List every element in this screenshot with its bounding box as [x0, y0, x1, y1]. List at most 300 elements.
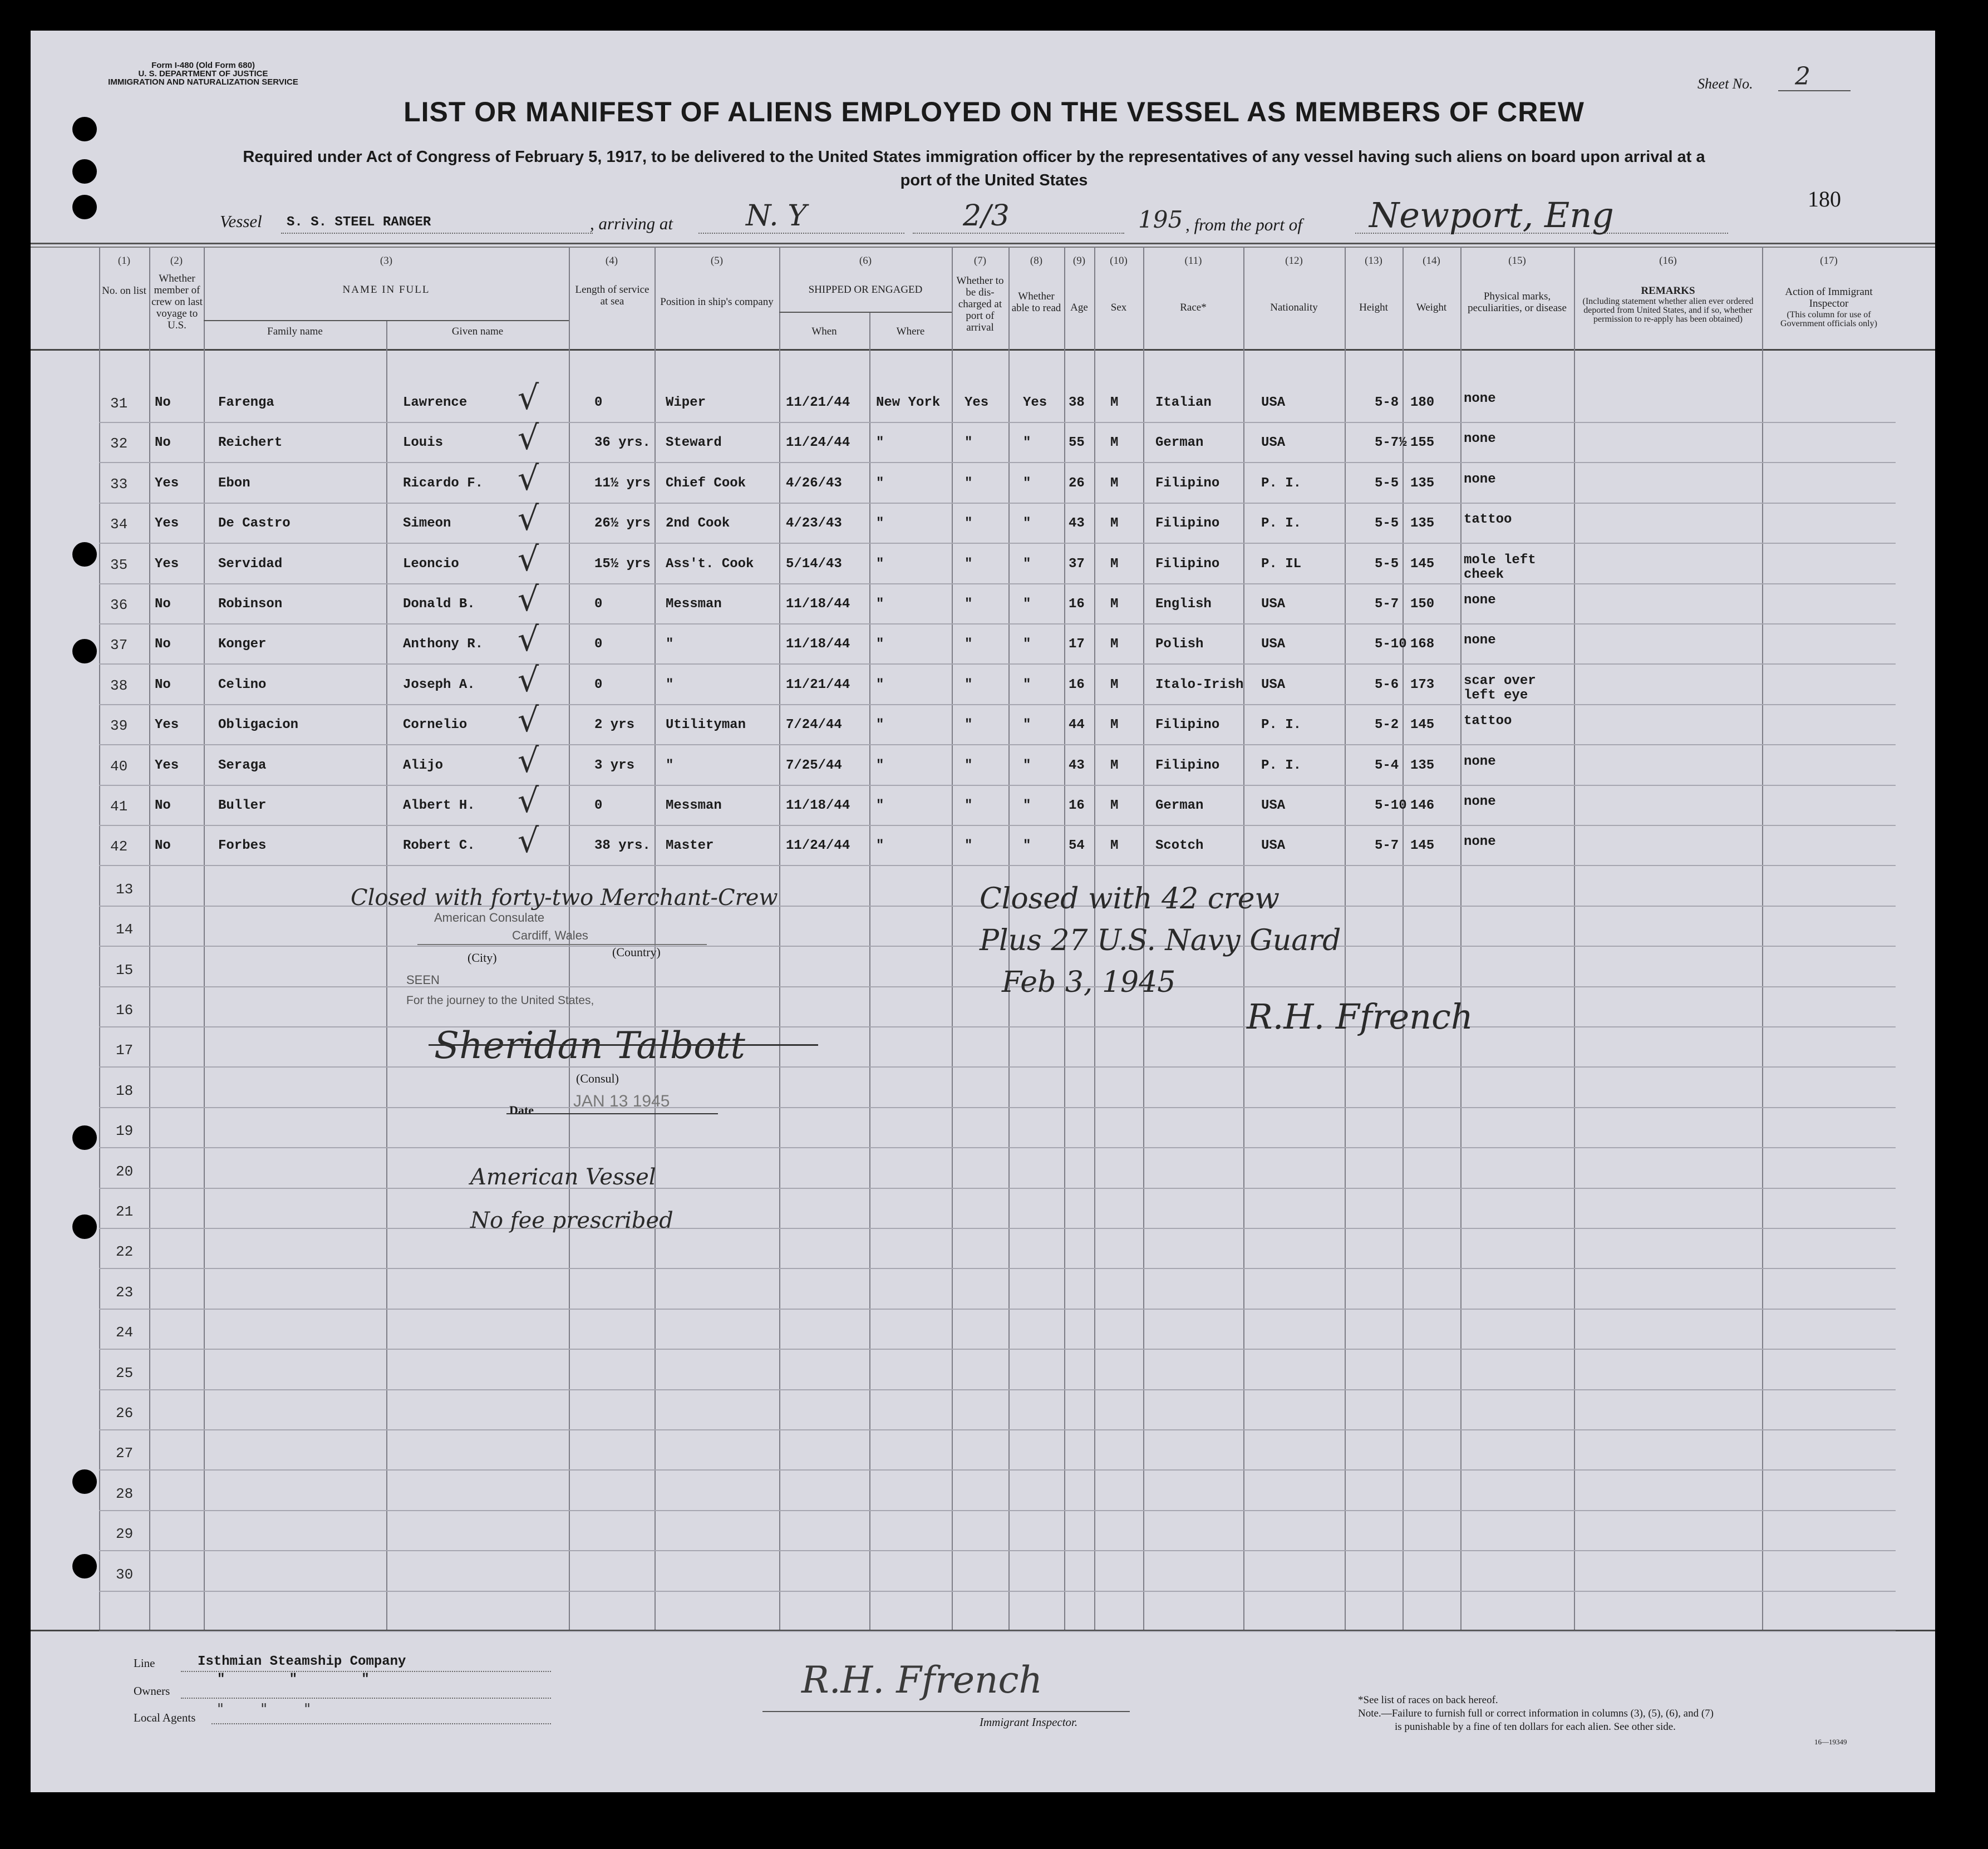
sheet-label: Sheet No. — [1697, 76, 1753, 92]
row-rule — [99, 1469, 1896, 1471]
cell-read: " — [1023, 677, 1031, 692]
cell-family: Farenga — [218, 395, 274, 410]
arriving-place: N. Y — [746, 199, 807, 233]
cell-when: 4/23/43 — [786, 516, 842, 532]
cell-no: 40 — [110, 758, 128, 775]
cell-weight: 168 — [1410, 637, 1435, 652]
col-number: (11) — [1184, 255, 1202, 267]
col-header-race: Race* — [1180, 302, 1207, 313]
cell-sex: M — [1110, 717, 1119, 733]
date-underline — [913, 233, 1124, 234]
cell-read: " — [1023, 516, 1031, 532]
row-number: 22 — [116, 1243, 134, 1261]
col-number: (4) — [605, 255, 618, 267]
row-rule — [99, 1026, 1896, 1027]
punch-hole — [72, 1469, 97, 1494]
row-number: 19 — [116, 1123, 134, 1140]
cell-marks: none — [1464, 391, 1496, 406]
row-rule — [99, 1429, 1896, 1430]
cell-race: Filipino — [1155, 475, 1220, 491]
inspector-initials: R.H. Ffrench — [1247, 996, 1473, 1037]
cell-discharged: " — [965, 435, 973, 451]
from-port-value: Newport, Eng — [1369, 195, 1614, 235]
inspector-signature-line — [762, 1711, 1130, 1712]
arriving-date: 2/3 — [963, 199, 1010, 233]
cell-height: 5-5 — [1375, 475, 1399, 491]
cell-nationality: P. I. — [1261, 717, 1302, 733]
cell-given: Louis — [403, 435, 444, 451]
table-row — [0, 378, 1988, 429]
sheet-underline — [1778, 90, 1851, 91]
col-header-age: Age — [1070, 302, 1088, 313]
cell-race: English — [1155, 597, 1212, 612]
form-code: 16—19349 — [1814, 1738, 1847, 1746]
cell-nationality: P. IL — [1261, 556, 1302, 572]
cell-height: 5-10 — [1375, 798, 1407, 813]
col-number: (1) — [117, 255, 131, 267]
form-id — [97, 61, 309, 86]
header-bottom-rule — [31, 349, 1935, 351]
cell-given: Donald B. — [403, 597, 475, 612]
city-underline — [417, 944, 707, 945]
cell-read: " — [1023, 798, 1031, 813]
cell-given: Simeon — [403, 516, 451, 532]
cell-nationality: USA — [1261, 838, 1286, 854]
owners-underline — [181, 1698, 551, 1699]
inspector-label: Immigrant Inspector. — [980, 1715, 1078, 1729]
row-rule — [99, 1591, 1896, 1592]
cell-when: 7/24/44 — [786, 717, 842, 733]
cell-position: Utilityman — [666, 717, 746, 733]
cell-where: " — [876, 556, 884, 572]
cell-family: Obligacion — [218, 717, 299, 733]
cell-no: 39 — [110, 717, 128, 735]
shipped-subhead-rule — [779, 312, 952, 313]
arriving-underline — [698, 233, 904, 234]
cell-service: 0 — [594, 677, 603, 692]
cell-position: " — [666, 677, 674, 692]
cell-no: 37 — [110, 637, 128, 654]
check-mark-icon: √ — [518, 620, 539, 660]
table-row — [0, 499, 1988, 549]
col-number: (16) — [1659, 255, 1677, 267]
cell-read: " — [1023, 597, 1031, 612]
cell-marks: none — [1464, 471, 1496, 487]
vessel-note: American Vessel — [470, 1164, 656, 1190]
cell-prev: Yes — [155, 556, 179, 572]
cell-service: 3 yrs — [594, 758, 635, 773]
cell-weight: 150 — [1410, 597, 1435, 612]
cell-nationality: USA — [1261, 435, 1286, 451]
col-header-service: Length of service at sea — [575, 284, 649, 307]
table-row — [0, 580, 1988, 630]
cell-family: Ebon — [218, 475, 250, 491]
cell-discharged: " — [965, 556, 973, 572]
cell-sex: M — [1110, 758, 1119, 773]
row-number: 18 — [116, 1082, 134, 1099]
col-number: (17) — [1820, 255, 1838, 267]
cell-given: Joseph A. — [403, 677, 475, 692]
sheet-number: 2 — [1795, 62, 1810, 91]
cell-race: Filipino — [1155, 717, 1220, 733]
date-label: Date — [509, 1103, 534, 1117]
cell-when: 11/18/44 — [786, 637, 850, 652]
cell-age: 44 — [1069, 717, 1085, 733]
cell-age: 16 — [1069, 677, 1085, 692]
cell-marks: none — [1464, 593, 1496, 608]
cell-read: Yes — [1023, 395, 1047, 410]
cell-weight: 145 — [1410, 717, 1435, 733]
cell-given: Ricardo F. — [403, 475, 484, 491]
cell-service: 2 yrs — [594, 717, 635, 733]
cell-sex: M — [1110, 395, 1119, 410]
cell-service: 0 — [594, 637, 603, 652]
row-number: 16 — [116, 1002, 134, 1019]
cell-family: Konger — [218, 637, 267, 652]
cell-read: " — [1023, 758, 1031, 773]
cell-no: 38 — [110, 677, 128, 694]
arriving-year: 195 — [1138, 206, 1183, 233]
cell-family: Forbes — [218, 838, 267, 854]
cell-no: 33 — [110, 475, 128, 493]
cell-given: Anthony R. — [403, 637, 484, 652]
cell-service: 26½ yrs — [594, 516, 651, 532]
table-row — [0, 620, 1988, 670]
cell-nationality: P. I. — [1261, 516, 1302, 532]
inspector-note-date: Feb 3, 1945 — [1002, 966, 1176, 999]
cell-weight: 135 — [1410, 475, 1435, 491]
check-mark-icon: √ — [518, 781, 539, 820]
cell-given: Albert H. — [403, 798, 475, 813]
cell-read: " — [1023, 838, 1031, 854]
col-header-read: Whether able to read — [1011, 291, 1061, 314]
cell-marks: none — [1464, 794, 1496, 809]
cell-sex: M — [1110, 798, 1119, 813]
cell-age: 26 — [1069, 475, 1085, 491]
inspector-note-line: Plus 27 U.S. Navy Guard — [980, 924, 1341, 957]
seen-stamp: SEEN — [406, 973, 440, 987]
col-number: (12) — [1285, 255, 1303, 267]
cell-given: Leoncio — [403, 556, 459, 572]
journey-stamp: For the journey to the United States, — [406, 994, 594, 1007]
cell-position: Messman — [666, 597, 722, 612]
cell-service: 11½ yrs — [594, 475, 651, 491]
cell-discharged: Yes — [965, 395, 989, 410]
cell-no: 32 — [110, 435, 128, 453]
owners-label: Owners — [134, 1684, 170, 1698]
cell-race: Polish — [1155, 637, 1204, 652]
cell-race: Filipino — [1155, 758, 1220, 773]
check-mark-icon: √ — [518, 419, 539, 458]
cell-where: " — [876, 637, 884, 652]
vessel-label: Vessel — [220, 212, 262, 231]
cell-no: 42 — [110, 838, 128, 855]
country-label: (Country) — [612, 945, 661, 959]
cell-no: 36 — [110, 597, 128, 613]
row-number: 28 — [116, 1485, 134, 1502]
col-header-marks: Physical marks, peculiarities, or disease — [1468, 291, 1567, 314]
row-number: 20 — [116, 1163, 134, 1180]
cell-family: De Castro — [218, 516, 291, 532]
col-header-sex: Sex — [1110, 302, 1127, 313]
cell-height: 5-7 — [1375, 597, 1399, 612]
cell-position: Wiper — [666, 395, 706, 410]
cell-nationality: USA — [1261, 677, 1286, 692]
cell-position: " — [666, 758, 674, 773]
cell-age: 43 — [1069, 758, 1085, 773]
col-header-given-name: Given name — [451, 326, 504, 337]
col-header-previous-voyage: Whether member of crew on last voyage to U.S. — [151, 273, 203, 331]
name-subhead-rule — [204, 320, 569, 321]
check-mark-icon: √ — [518, 378, 539, 417]
cell-weight: 145 — [1410, 838, 1435, 854]
cell-marks: none — [1464, 431, 1496, 447]
form-id-line: U. S. DEPARTMENT OF JUSTICE — [138, 69, 268, 78]
cell-where: " — [876, 717, 884, 733]
cell-prev: Yes — [155, 475, 179, 491]
cell-read: " — [1023, 556, 1031, 572]
cell-when: 11/21/44 — [786, 395, 850, 410]
note-label: Note. — [1358, 1708, 1381, 1719]
check-mark-icon: √ — [518, 741, 539, 780]
table-row — [0, 781, 1988, 832]
stamp-number: 180 — [1808, 186, 1841, 212]
cell-age: 54 — [1069, 838, 1085, 854]
note-text: —Failure to furnish full or correct information in columns (3), (5), (6), and (7) — [1381, 1708, 1714, 1719]
cell-height: 5-4 — [1375, 758, 1399, 773]
row-number: 17 — [116, 1042, 134, 1059]
consulate-city: Cardiff, Wales — [512, 928, 588, 942]
cell-family: Servidad — [218, 556, 283, 572]
cell-family: Buller — [218, 798, 267, 813]
vessel-underline — [281, 233, 593, 234]
col-number: (3) — [380, 255, 393, 267]
races-note: *See list of races on back hereof. — [1358, 1694, 1498, 1706]
cell-given: Lawrence — [403, 395, 468, 410]
punch-hole — [72, 1125, 97, 1150]
cell-where: " — [876, 798, 884, 813]
cell-prev: No — [155, 677, 171, 692]
cell-weight: 135 — [1410, 758, 1435, 773]
cell-prev: No — [155, 838, 171, 854]
cell-marks: none — [1464, 834, 1496, 850]
cell-discharged: " — [965, 516, 973, 532]
fee-note: No fee prescribed — [470, 1208, 673, 1233]
cell-nationality: USA — [1261, 395, 1286, 410]
col-number: (6) — [859, 255, 872, 267]
cell-marks: scar over left eye — [1464, 673, 1536, 703]
cell-marks: none — [1464, 633, 1496, 648]
check-mark-icon: √ — [518, 499, 539, 539]
cell-read: " — [1023, 475, 1031, 491]
col-number: (14) — [1423, 255, 1440, 267]
cell-age: 43 — [1069, 516, 1085, 532]
cell-marks: mole left cheek — [1464, 552, 1536, 582]
row-rule — [99, 1107, 1896, 1108]
cell-prev: Yes — [155, 516, 179, 532]
cell-weight: 155 — [1410, 435, 1435, 451]
row-number: 30 — [116, 1566, 134, 1583]
cell-when: 4/26/43 — [786, 475, 842, 491]
cell-race: German — [1155, 435, 1204, 451]
row-number: 26 — [116, 1405, 134, 1422]
cell-prev: No — [155, 637, 171, 652]
cell-race: Italo-Irish — [1155, 677, 1244, 692]
cell-weight: 135 — [1410, 516, 1435, 532]
col-number: (9) — [1072, 255, 1086, 267]
row-rule — [99, 1228, 1896, 1229]
cell-position: Master — [666, 838, 714, 854]
cell-nationality: P. I. — [1261, 758, 1302, 773]
col-number: (13) — [1365, 255, 1382, 267]
owners-value: " " " — [217, 1672, 370, 1687]
row-number: 14 — [116, 921, 134, 938]
vessel-name: S. S. STEEL RANGER — [287, 215, 431, 230]
cell-service: 0 — [594, 798, 603, 813]
cell-age: 37 — [1069, 556, 1085, 572]
col-number: (8) — [1030, 255, 1043, 267]
row-rule — [99, 1550, 1896, 1551]
cell-sex: M — [1110, 475, 1119, 491]
cell-where: " — [876, 435, 884, 451]
col-number: (7) — [973, 255, 987, 267]
cell-height: 5-2 — [1375, 717, 1399, 733]
row-rule — [99, 1389, 1896, 1390]
check-mark-icon: √ — [518, 539, 539, 579]
col-header-no: No. on list — [102, 285, 146, 297]
cell-read: " — [1023, 435, 1031, 451]
cell-height: 5-10 — [1375, 637, 1407, 652]
row-rule — [99, 1268, 1896, 1269]
cell-nationality: USA — [1261, 798, 1286, 813]
row-number: 27 — [116, 1445, 134, 1462]
cell-height: 5-6 — [1375, 677, 1399, 692]
cell-age: 55 — [1069, 435, 1085, 451]
cell-marks: tattoo — [1464, 512, 1512, 528]
cell-when: 11/21/44 — [786, 677, 850, 692]
cell-when: 11/18/44 — [786, 798, 850, 813]
cell-discharged: " — [965, 475, 973, 491]
from-port-label: , from the port of — [1185, 215, 1302, 234]
cell-height: 5-5 — [1375, 556, 1399, 572]
table-top-rule — [31, 247, 1935, 248]
subtitle-line: Required under Act of Congress of February 5, 1917, to be delivered to the United States immigration officer by the representatives of any vessel having such aliens on board upon arrival at a — [243, 148, 1705, 166]
cell-given: Robert C. — [403, 838, 475, 854]
col-header-position: Position in ship's company — [660, 296, 774, 308]
cell-service: 15½ yrs — [594, 556, 651, 572]
cell-no: 31 — [110, 395, 128, 412]
cell-discharged: " — [965, 717, 973, 733]
table-row — [0, 701, 1988, 751]
cell-age: 38 — [1069, 395, 1085, 410]
table-row — [0, 660, 1988, 711]
check-mark-icon: √ — [518, 660, 539, 700]
cell-position: Ass't. Cook — [666, 556, 754, 572]
cell-prev: Yes — [155, 758, 179, 773]
cell-sex: M — [1110, 838, 1119, 854]
cell-sex: M — [1110, 556, 1119, 572]
cell-no: 34 — [110, 516, 128, 533]
col-header-nationality: Nationality — [1270, 302, 1318, 313]
col-header-where: Where — [896, 326, 925, 337]
cell-family: Robinson — [218, 597, 283, 612]
cell-weight: 180 — [1410, 395, 1435, 410]
cell-prev: No — [155, 395, 171, 410]
cell-prev: No — [155, 435, 171, 451]
check-mark-icon: √ — [518, 580, 539, 619]
col-header-when: When — [811, 326, 837, 337]
cell-race: German — [1155, 798, 1204, 813]
form-id-line: IMMIGRATION AND NATURALIZATION SERVICE — [108, 77, 298, 87]
check-mark-icon: √ — [518, 701, 539, 740]
row-number: 15 — [116, 961, 134, 978]
cell-where: New York — [876, 395, 941, 410]
cell-sex: M — [1110, 516, 1119, 532]
cell-nationality: P. I. — [1261, 475, 1302, 491]
line-label: Line — [134, 1656, 155, 1670]
col-header-inspector-note: (This column for use of Government officials only) — [1780, 310, 1877, 328]
date-underline — [506, 1113, 718, 1114]
cell-marks: none — [1464, 754, 1496, 769]
row-rule — [99, 1188, 1896, 1189]
table-row — [0, 822, 1988, 872]
cell-service: 38 yrs. — [594, 838, 651, 854]
table-top-rule — [31, 243, 1935, 244]
row-number: 24 — [116, 1324, 134, 1341]
punch-hole — [72, 1554, 97, 1578]
row-number: 13 — [116, 881, 134, 898]
check-mark-icon: √ — [518, 459, 539, 498]
penalty-note-cont: is punishable by a fine of ten dollars for each alien. See other side. — [1395, 1721, 1676, 1733]
consul-signature-strike — [429, 1044, 818, 1046]
cell-age: 16 — [1069, 597, 1085, 612]
cell-when: 5/14/43 — [786, 556, 842, 572]
row-rule — [99, 1349, 1896, 1350]
consul-signature: Sheridan Talbott — [434, 1024, 745, 1067]
consulate-stamp: American Consulate — [434, 911, 545, 925]
col-number: (5) — [710, 255, 724, 267]
page-title: LIST OR MANIFEST OF ALIENS EMPLOYED ON THE VESSEL AS MEMBERS OF CREW — [403, 96, 1585, 127]
col-header-inspector-action: Action of Immigrant Inspector — [1785, 286, 1873, 309]
row-rule — [99, 1147, 1896, 1148]
agents-underline — [211, 1723, 551, 1724]
cell-where: " — [876, 677, 884, 692]
line-value: Isthmian Steamship Company — [198, 1654, 406, 1669]
row-number: 29 — [116, 1526, 134, 1543]
cell-height: 5-7 — [1375, 838, 1399, 854]
row-rule — [99, 1309, 1896, 1310]
row-rule — [99, 1510, 1896, 1511]
cell-service: 0 — [594, 597, 603, 612]
cell-discharged: " — [965, 677, 973, 692]
cell-height: 5-7½ — [1375, 435, 1407, 451]
col-header-remarks-note: (Including statement whether alien ever ordered deported from United States, and if so, whether permission to re-apply has been obtained) — [1582, 297, 1754, 324]
agents-value: " " " — [217, 1701, 311, 1718]
col-header-family-name: Family name — [267, 326, 323, 337]
row-number: 25 — [116, 1364, 134, 1381]
col-header-height: Height — [1359, 302, 1388, 313]
cell-race: Filipino — [1155, 516, 1220, 532]
col-header-name: NAME IN FULL — [342, 284, 430, 296]
cell-sex: M — [1110, 677, 1119, 692]
cell-position: " — [666, 637, 674, 652]
row-rule — [99, 1066, 1896, 1068]
col-header-weight: Weight — [1416, 302, 1447, 313]
cell-where: " — [876, 838, 884, 854]
cell-height: 5-5 — [1375, 516, 1399, 532]
table-row — [0, 741, 1988, 791]
cell-prev: No — [155, 597, 171, 612]
